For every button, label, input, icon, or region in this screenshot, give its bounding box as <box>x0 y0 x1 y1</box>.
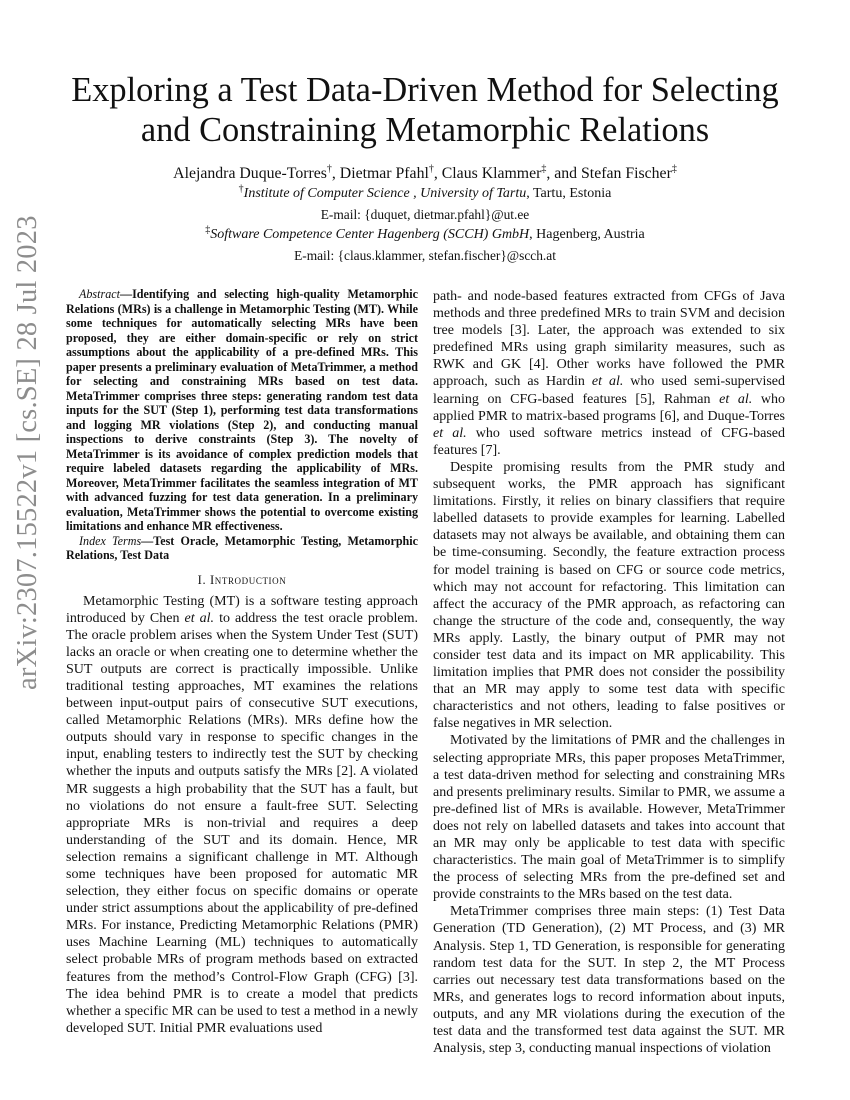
affiliation-mark: ‡ <box>205 224 211 236</box>
arxiv-identifier[interactable]: arXiv:2307.15522v1 [cs.SE] 28 Jul 2023 <box>12 215 43 690</box>
section-number: I. <box>197 572 210 587</box>
affiliation-mark: ‡ <box>541 163 547 175</box>
abstract-text: —Identifying and selecting high-quality Metamorphic Relations (MRs) is a challenge in Metamorphic Testing (MT). While some techniques for automatically selecting MRs have been proposed, they are either domain-specific or rely on strict assumptions about the applicability of a pre-defined MRs. This paper presents a preliminary evaluation of MetaTrimmer, a method for selecting and constraining MRs based on test data. MetaTrimmer comprises three steps: generating random test data inputs for the SUT (Step 1), performing test data transformations and logging MR violations (Step 2), and conducting manual inspections to derive constraints (Step 3). The novelty of MetaTrimmer is its avoidance of complex prediction models that require labeled datasets regarding the applicability of MRs. Moreover, MetaTrimmer facilitates the seamless integration of MT with advanced fuzzing for test data generation. In a preliminary evaluation, MetaTrimmer shows the potential to overcome existing limitations and enhance MR effectiveness. <box>66 287 418 533</box>
intro-paragraph-3: Despite promising results from the PMR study and subsequent works, the PMR approach has significant limitations. Firstly, it relies on binary classifiers that require labelled datasets to provide examples for learning. Labelled datasets may not always be available, and obtaining them can be time-consuming. Secondly, the feature extraction process for model training is based on CFG or source code metrics, which may not account for refactoring. This limitation can affect the accuracy of the PMR approach, as refactoring can change the structure of the code and, consequently, the way MRs apply. Lastly, the binary output of PMR may not consider test data and its impact on MR applicability. This limitation implies that PMR does not consider the possibility that an MR may apply to some test data with specific characteristics and not others, leading to false positives or false negatives in MR selection. <box>433 459 785 732</box>
affiliation-mark: † <box>326 163 332 175</box>
text-run: Metamorphic Testing (MT) is a software testing approach introduced by Chen <box>66 593 418 626</box>
right-column <box>433 288 785 1057</box>
section-heading <box>66 572 418 589</box>
title-line-2: and Constraining Metamorphic Relations <box>140 111 710 149</box>
author-names <box>40 164 810 184</box>
affiliation-mark: † <box>238 183 244 195</box>
author-pfahl: , Dietmar Pfahl <box>331 165 429 182</box>
author-block <box>40 164 810 266</box>
title-line-1: Exploring a Test Data-Driven Method for Selecting <box>71 71 779 109</box>
affiliation-2-institute: Software Competence Center Hagenberg (SCCH) GmbH <box>210 227 530 242</box>
abstract-label: Abstract <box>79 287 120 301</box>
email-2[interactable]: E-mail: {claus.klammer, stefan.fischer}@scch.at <box>294 247 556 263</box>
intro-paragraph-4: Motivated by the limitations of PMR and the challenges in selecting appropriate MRs, this paper proposes MetaTrimmer, a test data-driven method for selecting and constraining MRs and presents preliminary results. Similar to PMR, we assume a pre-defined list of MRs is available. However, MetaTrimmer does not rely on labelled datasets and takes into account that an MR may only be applicable to test data with specific characteristics. The main goal of MetaTrimmer is to simplify the process of selecting MRs from the pre-defined set and provide constraints to the MRs based on the test data. <box>433 733 785 903</box>
text-run-italic: et al. <box>433 425 467 441</box>
affiliation-1-location: , Tartu, Estonia <box>526 186 612 201</box>
index-terms-label: Index Terms <box>79 533 142 548</box>
paper-title <box>40 70 810 150</box>
text-run: to address the test oracle problem. The oracle problem arises when the System Under Test (SUT) lacks an oracle or when creating one to determine whether the SUT outputs are correct is practically impossible. Unlike traditional testing approaches, MT examines the relations between input-output pairs of consecutive SUT executions, called Metamorphic Relations (MRs). MRs define how the outputs should vary in response to specific changes in the input, enabling testers to indirectly test the SUT by checking whether the inputs and outputs satisfy the MRs [2]. A violated MR suggests a high probability that the SUT has a fault, but no violations do not ensure a fault-free SUT. Selecting appropriate MRs is non-trivial and requires a deep understanding of the SUT and its domain. Hence, MR selection remains a significant challenge in MT. Although some techniques have been proposed for automatic MR selection, they either focus on specific domains or operate under strict assumptions about the applicability of pre-defined MRs. For instance, Predicting Metamorphic Relations (PMR) uses Machine Learning (ML) techniques to automatically select probable MRs of program methods based on extracted features from the method’s Control-Flow Graph (CFG) [3]. The idea behind PMR is to create a model that predicts whether a specific MR can be used to test a method in a newly developed SUT. Initial PMR evaluations used <box>66 610 418 1036</box>
abstract-paragraph <box>66 287 418 534</box>
intro-paragraph-5: MetaTrimmer comprises three main steps: (1) Test Data Generation (TD Generation), (2) MT Process, and (3) MR Analysis. Step 1, TD Generation, is responsible for generating random test data for the SUT. In step 2, the MT Process carries out necessary test data transformations based on the MRs, and generates logs to record information about inputs, outputs, and any MR violations during the execution of the test data and the transformed test data against the SUT. MR Analysis, step 3, conducting manual inspections of violation <box>433 904 785 1057</box>
intro-paragraph-2 <box>433 288 785 459</box>
affiliation-1-institute: Institute of Computer Science , University of Tartu <box>243 186 527 201</box>
affiliation-mark: † <box>428 163 434 175</box>
text-run-italic: et al. <box>591 374 624 390</box>
affiliation-mark: ‡ <box>671 163 677 175</box>
affiliation-2 <box>40 225 810 246</box>
section-title: Introduction <box>209 572 287 587</box>
author-duque-torres: Alejandra Duque-Torres <box>173 165 327 182</box>
affiliation-1 <box>40 184 810 205</box>
abstract <box>66 287 418 563</box>
intro-paragraph-1 <box>66 593 418 1037</box>
author-fischer: , and Stefan Fischer <box>546 165 672 182</box>
affiliation-2-location: , Hagenberg, Austria <box>529 227 645 242</box>
text-run-italic: et al. <box>184 610 215 626</box>
text-run-italic: et al. <box>719 391 753 407</box>
author-klammer: , Claus Klammer <box>433 165 542 182</box>
text-run: who applied PMR to matrix-based programs [6], and Duque-Torres <box>433 391 785 424</box>
index-terms-text: —Test Oracle, Metamorphic Testing, Metamorphic Relations, Test Data <box>66 533 419 562</box>
text-run: who used software metrics instead of CFG-based features [7]. <box>433 425 785 458</box>
left-column <box>66 287 418 1037</box>
text-run: who used semi-supervised learning on CFG-based features [5], Rahman <box>433 374 785 407</box>
email-1[interactable]: E-mail: {duquet, dietmar.pfahl}@ut.ee <box>320 206 530 222</box>
text-run: path- and node-based features extracted from CFGs of Java methods and three predefined MRs to train SVM and decision tree models [3]. Later, the approach was extended to six predefined MRs using graph similarity measures, such as RWK and GK [4]. Other works have followed the PMR approach, such as Hardin <box>433 289 785 390</box>
index-terms <box>66 534 418 563</box>
